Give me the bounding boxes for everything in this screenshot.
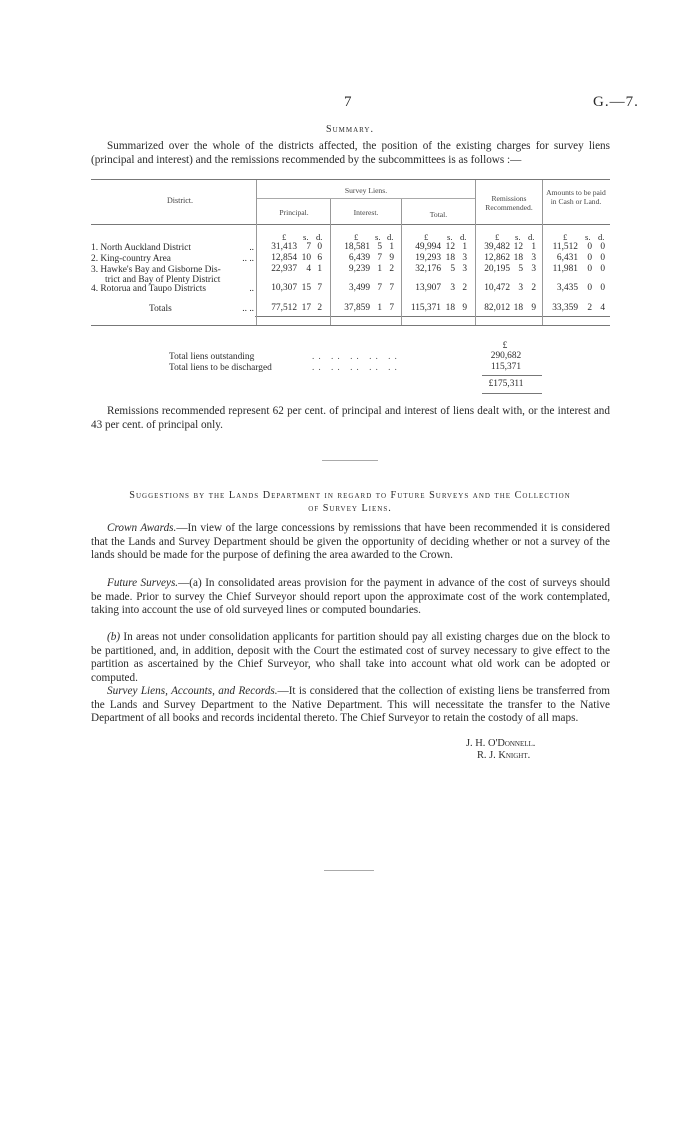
remissions-cell: 12,862 <box>484 253 510 263</box>
liens-records-text: —It is considered that the collection of existing liens be transferred from the Lands and Survey Department to the Native Department. This will necessitate the transfer to the Native Department of all books and records incidental thereto. The Chief Surveyor to retain the costody of all maps. <box>91 685 611 725</box>
total-cell: 3 <box>462 264 467 274</box>
partition-text: In areas not under consolidation applicants for partition should pay all existing charges due on the block to be partitioned, and, in addition, deposit with the Court the estimated cost of survey necessary to give effect to the partition as ascertained by the Chief Surveyor, who shall take into account what old work can be adopted or computed. <box>91 631 610 684</box>
principal-cell: 10,307 <box>271 283 297 293</box>
amounts-cell: 11,512 <box>552 242 578 252</box>
remissions-total-cell: 9 <box>531 303 536 313</box>
amounts-cell: 6,431 <box>556 253 578 263</box>
principal-total-cell: 17 <box>301 303 311 313</box>
remissions-cell: 3 <box>531 253 536 263</box>
remissions-cell: 5 <box>518 264 523 274</box>
partition-paragraph <box>91 631 610 685</box>
principal-cell: 12,854 <box>271 253 297 263</box>
totals-leader: .. .. <box>242 304 254 314</box>
total-pence-label: d. <box>460 232 467 242</box>
principal-cell: 31,413 <box>271 242 297 252</box>
remissions-total-cell: 18 <box>513 303 523 313</box>
principal-total-cell: 2 <box>317 303 322 313</box>
remissions-header: Remissions Recommended. <box>485 194 533 212</box>
interest-total-cell: 1 <box>377 303 382 313</box>
interest-cell: 3,499 <box>348 283 370 293</box>
district-name: 3. Hawke's Bay and Gisborne Dis- <box>91 265 221 275</box>
amounts-cell: 3,435 <box>556 283 578 293</box>
totals-label: Totals <box>149 304 172 314</box>
principal-pound-label: £ <box>282 232 287 242</box>
principal-header: Principal. <box>279 208 309 217</box>
section-divider-1 <box>322 460 378 461</box>
discharged-label: Total liens to be discharged <box>169 363 272 373</box>
district-name: 4. Rotorua and Taupo Districts <box>91 284 207 294</box>
signature-odonnell: J. H. O'Donnell. <box>466 738 536 749</box>
amounts-shilling-label: s. <box>585 232 591 242</box>
principal-shilling-label: s. <box>303 232 309 242</box>
row-leader: .. <box>249 284 254 294</box>
principal-cell: 4 <box>306 264 311 274</box>
table-top-rule <box>91 179 610 180</box>
totals-top-rule <box>255 316 610 317</box>
amounts-total-cell: 4 <box>600 303 605 313</box>
principal-cell: 10 <box>301 253 311 263</box>
liens-pound-label: £ <box>502 341 508 351</box>
summary-intro: Summarized over the whole of the districts affected, the position of the existing charges for survey liens (principal and interest) and the remissions recommended by the subcommittees is as follows :— <box>91 140 610 166</box>
principal-cell: 7 <box>306 242 311 252</box>
interest-cell: 5 <box>377 242 382 252</box>
total-cell: 13,907 <box>415 283 441 293</box>
amounts-cell: 0 <box>587 253 592 263</box>
survey-liens-header: Survey Liens. <box>344 186 388 195</box>
liens-balance: £175,311 <box>488 379 524 389</box>
outstanding-leader: .. .. .. .. .. <box>312 352 401 362</box>
principal-cell: 1 <box>317 264 322 274</box>
page-number: 7 <box>344 94 352 110</box>
total-cell: 2 <box>462 283 467 293</box>
remissions-note: Remissions recommended represent 62 per cent. of principal and interest of liens dealt with, or the interest and 43 per cent. of principal only. <box>91 405 610 431</box>
survey-liens-span-rule <box>257 198 475 199</box>
section-divider-2 <box>324 870 374 871</box>
district-header: District. <box>167 196 193 205</box>
principal-cell: 6 <box>317 253 322 263</box>
crown-awards-paragraph <box>91 522 610 563</box>
remissions-pence-label: d. <box>528 232 535 242</box>
total-total-cell: 115,371 <box>410 303 441 313</box>
remissions-cell: 12 <box>513 242 523 252</box>
remissions-shilling-label: s. <box>515 232 521 242</box>
future-surveys-text: —(a) In consolidated areas provision for the payment in advance of the cost of surveys should be made. Prior to survey the Chief Surveyor should report upon the approximate cost of the work contemplated, taking into account the use of old surveyed lines or computed boundaries. <box>91 577 610 617</box>
interest-cell: 1 <box>377 264 382 274</box>
principal-total-cell: 77,512 <box>271 303 297 313</box>
total-cell: 12 <box>445 242 455 252</box>
remissions-pound-label: £ <box>495 232 500 242</box>
interest-pound-label: £ <box>354 232 359 242</box>
total-cell: 49,994 <box>415 242 441 252</box>
remissions-cell: 3 <box>531 264 536 274</box>
interest-header: Interest. <box>353 208 379 217</box>
row-leader: .. .. <box>242 254 254 264</box>
future-surveys-paragraph <box>91 577 610 618</box>
interest-cell: 18,581 <box>344 242 370 252</box>
total-cell: 3 <box>462 253 467 263</box>
liens-records-paragraph <box>91 685 610 726</box>
principal-cell: 15 <box>301 283 311 293</box>
liens-balance-rule <box>482 393 542 394</box>
outstanding-value: 290,682 <box>490 351 522 361</box>
principal-cell: 7 <box>317 283 322 293</box>
total-cell: 5 <box>450 264 455 274</box>
amounts-cell: 0 <box>587 283 592 293</box>
amounts-total-cell: 33,359 <box>552 303 578 313</box>
total-pound-label: £ <box>424 232 429 242</box>
district-name: 2. King-country Area <box>91 254 171 264</box>
amounts-cell: 0 <box>587 242 592 252</box>
interest-total-cell: 7 <box>389 303 394 313</box>
crown-awards-title: Crown Awards. <box>107 522 177 534</box>
signature-knight: R. J. Knight. <box>477 750 531 761</box>
amounts-cell: 11,981 <box>552 264 578 274</box>
remissions-cell: 39,482 <box>484 242 510 252</box>
amounts-cell: 0 <box>600 242 605 252</box>
amounts-cell: 0 <box>587 264 592 274</box>
interest-pence-label: d. <box>387 232 394 242</box>
amounts-cell: 0 <box>600 283 605 293</box>
interest-cell: 1 <box>389 242 394 252</box>
summary-heading: Summary. <box>326 124 374 135</box>
interest-cell: 7 <box>389 283 394 293</box>
remissions-cell: 20,195 <box>484 264 510 274</box>
crown-awards-text: —In view of the large concessions by remissions that have been recommended it is considered that the Lands and Survey Department should be given the opportunity of deciding whether or not a survey of the lands should be made for the purpose of defining the area awarded to the Crown. <box>91 522 610 562</box>
col-divider-1 <box>256 180 257 325</box>
total-total-cell: 9 <box>462 303 467 313</box>
remissions-cell: 1 <box>531 242 536 252</box>
table-bottom-rule <box>91 325 610 326</box>
liens-rule <box>482 375 542 376</box>
amounts-header: Amounts to be paid in Cash or Land. <box>546 188 606 206</box>
district-name: 1. North Auckland District <box>91 243 191 253</box>
amounts-pence-label: d. <box>598 232 605 242</box>
table-header-rule <box>91 224 610 225</box>
paper-code: G.—7. <box>593 94 639 110</box>
remissions-cell: 18 <box>513 253 523 263</box>
remissions-cell: 2 <box>531 283 536 293</box>
suggestions-heading-line2: of Survey Liens. <box>308 503 392 514</box>
interest-cell: 7 <box>377 253 382 263</box>
principal-cell: 0 <box>317 242 322 252</box>
interest-total-cell: 37,859 <box>344 303 370 313</box>
total-cell: 1 <box>462 242 467 252</box>
row-leader: .. <box>249 243 254 253</box>
interest-cell: 2 <box>389 264 394 274</box>
total-shilling-label: s. <box>447 232 453 242</box>
district-name: trict and Bay of Plenty District <box>105 274 221 285</box>
interest-cell: 6,439 <box>348 253 370 263</box>
amounts-cell: 0 <box>600 264 605 274</box>
interest-cell: 7 <box>377 283 382 293</box>
principal-cell: 22,937 <box>271 264 297 274</box>
interest-cell: 9,239 <box>348 264 370 274</box>
future-surveys-title: Future Surveys. <box>107 577 179 589</box>
discharged-leader: .. .. .. .. .. <box>312 363 401 373</box>
amounts-pound-label: £ <box>563 232 568 242</box>
remissions-cell: 3 <box>518 283 523 293</box>
remissions-total-cell: 82,012 <box>484 303 510 313</box>
total-cell: 3 <box>450 283 455 293</box>
interest-shilling-label: s. <box>375 232 381 242</box>
amounts-total-cell: 2 <box>587 303 592 313</box>
interest-cell: 9 <box>389 253 394 263</box>
total-total-cell: 18 <box>445 303 455 313</box>
remissions-cell: 10,472 <box>484 283 510 293</box>
liens-records-title: Survey Liens, Accounts, and Records. <box>107 685 278 697</box>
outstanding-label: Total liens outstanding <box>169 352 255 362</box>
amounts-cell: 0 <box>600 253 605 263</box>
suggestions-heading-line1: Suggestions by the Lands Department in regard to Future Surveys and the Collection <box>129 490 571 501</box>
total-header: Total. <box>429 210 448 219</box>
principal-pence-label: d. <box>316 232 323 242</box>
partition-label: (b) <box>107 631 121 643</box>
total-cell: 32,176 <box>415 264 441 274</box>
discharged-value: 115,371 <box>490 362 522 372</box>
total-cell: 18 <box>445 253 455 263</box>
total-cell: 19,293 <box>415 253 441 263</box>
